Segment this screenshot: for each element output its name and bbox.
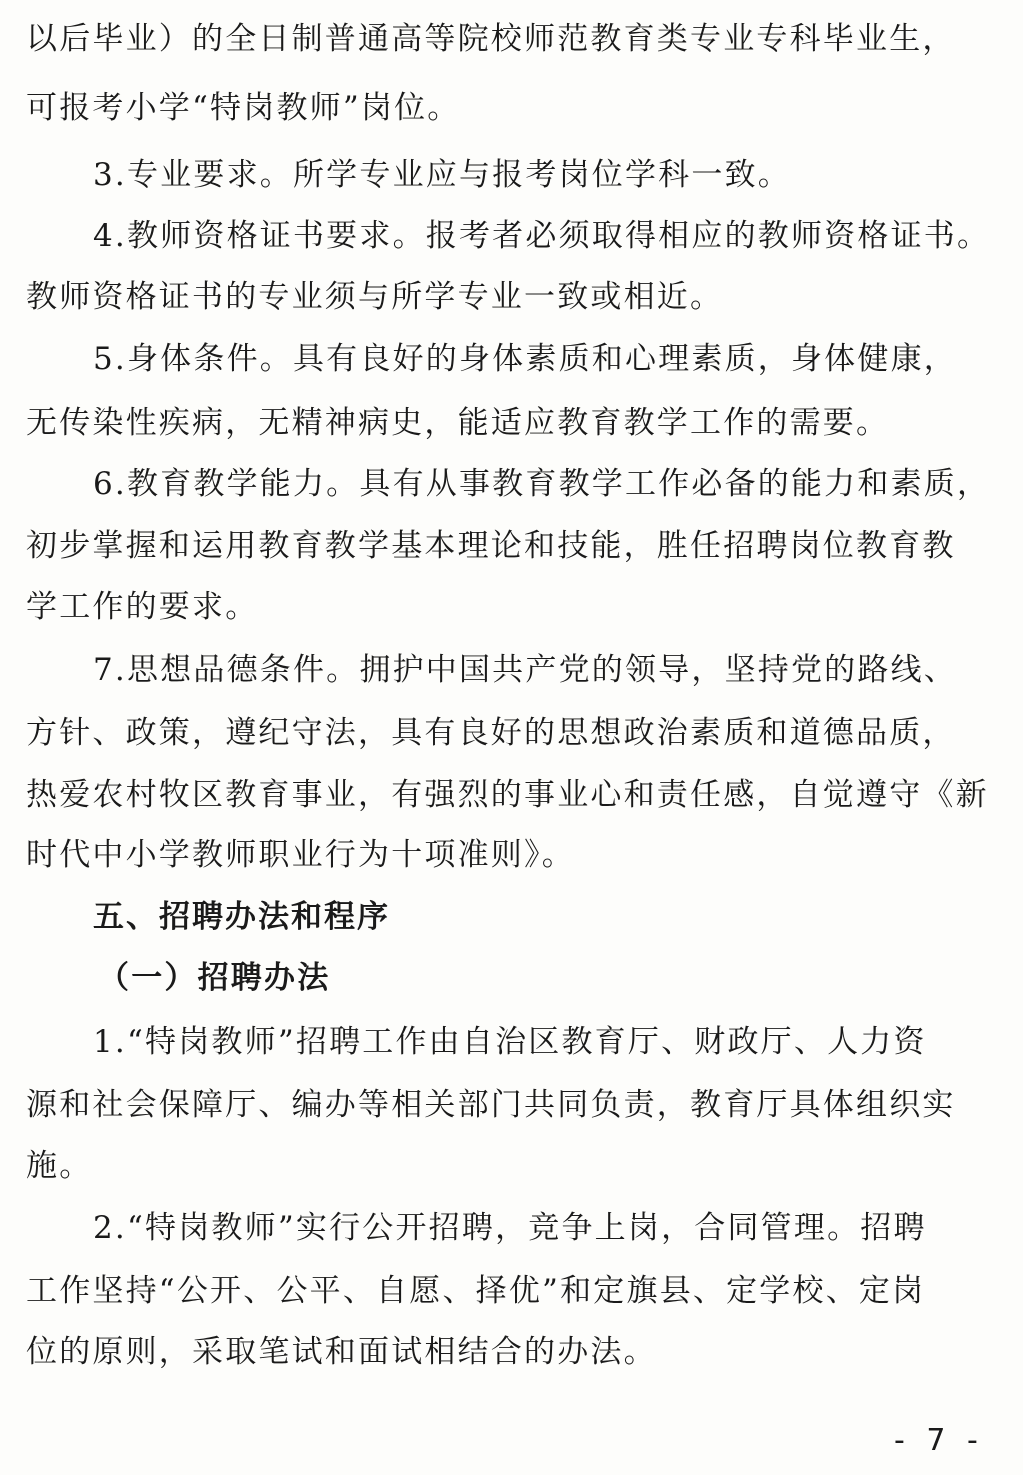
- text-line: 2.“特岗教师”实行公开招聘，竞争上岗，合同管理。招聘: [93, 1210, 927, 1246]
- text-line: 学工作的要求。: [26, 589, 259, 625]
- text-line: 教师资格证书的专业须与所学专业一致或相近。: [26, 279, 724, 315]
- text-line: 源和社会保障厅、编办等相关部门共同负责，教育厅具体组织实: [26, 1087, 956, 1123]
- section-heading: 五、招聘办法和程序: [93, 899, 390, 935]
- text-line: 4.教师资格证书要求。报考者必须取得相应的教师资格证书。: [93, 218, 991, 254]
- text-line: 5.身体条件。具有良好的身体素质和心理素质，身体健康，: [93, 341, 957, 377]
- subsection-heading: （一）招聘办法: [98, 960, 331, 996]
- text-line: 初步掌握和运用教育教学基本理论和技能，胜任招聘岗位教育教: [26, 528, 956, 564]
- page-number: - 7 -: [894, 1423, 984, 1458]
- text-line: 以后毕业）的全日制普通高等院校师范教育类专业专科毕业生，: [26, 21, 956, 57]
- text-line: 1.“特岗教师”招聘工作由自治区教育厅、财政厅、人力资: [93, 1024, 927, 1060]
- text-line: 施。: [26, 1148, 93, 1184]
- text-line: 热爱农村牧区教育事业，有强烈的事业心和责任感，自觉遵守《新: [26, 777, 989, 813]
- text-line: 无传染性疾病，无精神病史，能适应教育教学工作的需要。: [26, 405, 890, 441]
- text-line: 方针、政策，遵纪守法，具有良好的思想政治素质和道德品质，: [26, 715, 956, 751]
- text-line: 7.思想品德条件。拥护中国共产党的领导，坚持党的路线、: [93, 652, 957, 688]
- text-line: 可报考小学“特岗教师”岗位。: [26, 90, 461, 126]
- text-line: 工作坚持“公开、公平、自愿、择优”和定旗县、定学校、定岗: [26, 1273, 926, 1309]
- text-line: 6.教育教学能力。具有从事教育教学工作必备的能力和素质，: [93, 466, 991, 502]
- text-line: 3.专业要求。所学专业应与报考岗位学科一致。: [93, 157, 791, 193]
- text-line: 位的原则，采取笔试和面试相结合的办法。: [26, 1334, 657, 1370]
- text-line: 时代中小学教师职业行为十项准则》。: [26, 837, 575, 873]
